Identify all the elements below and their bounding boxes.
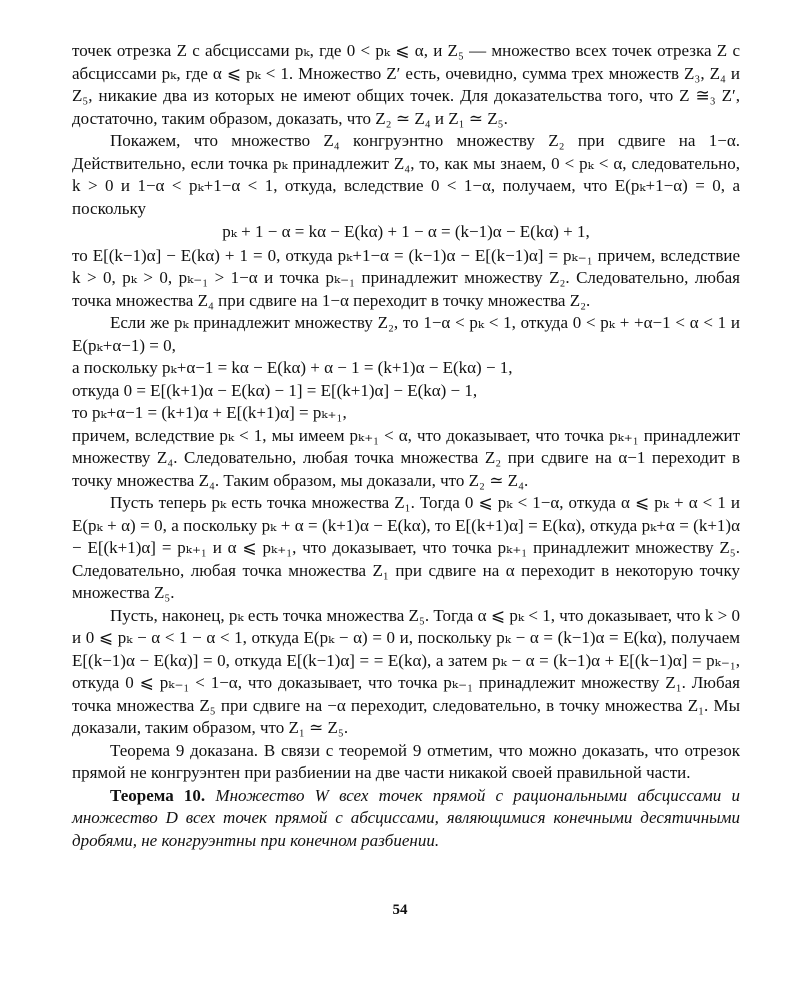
paragraph: то E[(k−1)α] − E(kα) + 1 = 0, откуда pₖ+1−α = (k−1)α − E[(k−1)α] = pₖ₋₁ причем, вследствие k > 0, pₖ > 0, pₖ₋₁ > 1−α и точка pₖ₋₁ принадлежит множеству Z₂. Следовательно, любая точка множества Z₄ при сдвиге на 1−α переходит в точку множества Z₂. (72, 245, 740, 310)
paragraph: Если же pₖ принадлежит множеству Z₂, то 1−α < pₖ < 1, откуда 0 < pₖ + +α−1 < α < 1 и E(pₖ+α−1) = 0, (72, 313, 740, 355)
formula-line: откуда 0 = E[(k+1)α − E(kα) − 1] = E[(k+1)α] − E(kα) − 1, (72, 380, 478, 400)
formula-line: pₖ + 1 − α = kα − E(kα) + 1 − α = (k−1)α − E(kα) + 1, (222, 222, 590, 241)
theorem-statement: Множество W всех точек прямой с рациональными абсциссами и множество D всех точек прямой с абсциссами, являющимися конечными десятичными дробями, не конгруэнтны при конечном разбиении. (72, 785, 740, 850)
paragraph: Пусть теперь pₖ есть точка множества Z₁. Тогда 0 ⩽ pₖ < 1−α, откуда α ⩽ pₖ + α < 1 и E(pₖ + α) = 0, а поскольку pₖ + α = (k+1)α − E(kα), то E[(k+1)α] = E(kα), откуда pₖ+α = (k+1)α − E[(k+1)α] = pₖ₊₁ и α ⩽ pₖ₊₁, что доказывает, что точка pₖ₊₁ принадлежит множеству Z₅. Следовательно, любая точка множества Z₁ при сдвиге на α переходит в некоторую точку множества Z₅. (72, 493, 740, 602)
formula-line: то pₖ+α−1 = (k+1)α + E[(k+1)α] = pₖ₊₁, (72, 403, 347, 422)
page-body (72, 40, 740, 852)
page-number: 54 (392, 902, 408, 918)
paragraph: точек отрезка Z с абсциссами pₖ, где 0 < pₖ ⩽ α, и Z₅ — множество всех точек отрезка Z с абсциссами pₖ, где α ⩽ pₖ < 1. Множество Z′ есть, очевидно, сумма трех множеств Z₃, Z₄ и Z₅, никакие два из которых не имеют общих точек. Для доказательства того, что Z ≅₃ Z′, достаточно, таким образом, доказать, что Z₂ ≃ Z₄ и Z₁ ≃ Z₅. (72, 41, 740, 128)
paragraph: Покажем, что множество Z₄ конгруэнтно множеству Z₂ при сдвиге на 1−α. Действительно, если точка pₖ принадлежит Z₄, то, как мы знаем, 0 < pₖ < α, следовательно, k > 0 и 1−α < pₖ+1−α < 1, откуда, вследствие 0 < 1−α, получаем, что E(pₖ+1−α) = 0, а поскольку (72, 131, 740, 218)
paragraph: Пусть, наконец, pₖ есть точка множества Z₅. Тогда α ⩽ pₖ < 1, что доказывает, что k > 0 и 0 ⩽ pₖ − α < 1 − α < 1, откуда E(pₖ − α) = 0 и, поскольку pₖ − α = (k−1)α = E(kα), получаем E[(k−1)α − E(kα)] = 0, откуда E[(k−1)α] = = E(kα), а затем pₖ − α = (k−1)α + E[(k−1)α] = pₖ₋₁, откуда 0 ⩽ pₖ₋₁ < 1−α, что доказывает, что точка pₖ₋₁ принадлежит множеству Z₁. Любая точка множества Z₅ при сдвиге на −α переходит, следовательно, в точку множества Z₁. Мы доказали, таким образом, что Z₁ ≃ Z₅. (72, 605, 740, 737)
theorem-heading: Теорема 10. (110, 785, 206, 805)
paragraph: причем, вследствие pₖ < 1, мы имеем pₖ₊₁ < α, что доказывает, что точка pₖ₊₁ принадлежит множеству Z₄. Следовательно, любая точка множества Z₂ при сдвиге на α−1 переходит в точку множества Z₄. Таким образом, мы доказали, что Z₂ ≃ Z₄. (72, 425, 740, 490)
formula-line: а поскольку pₖ+α−1 = kα − E(kα) + α − 1 = (k+1)α − E(kα) − 1, (72, 358, 513, 377)
theorem-10 (72, 785, 740, 853)
paragraph: Теорема 9 доказана. В связи с теоремой 9 отметим, что можно доказать, что отрезок прямой не конгруэнтен при разбиении на две части никакой своей правильной части. (72, 740, 740, 782)
